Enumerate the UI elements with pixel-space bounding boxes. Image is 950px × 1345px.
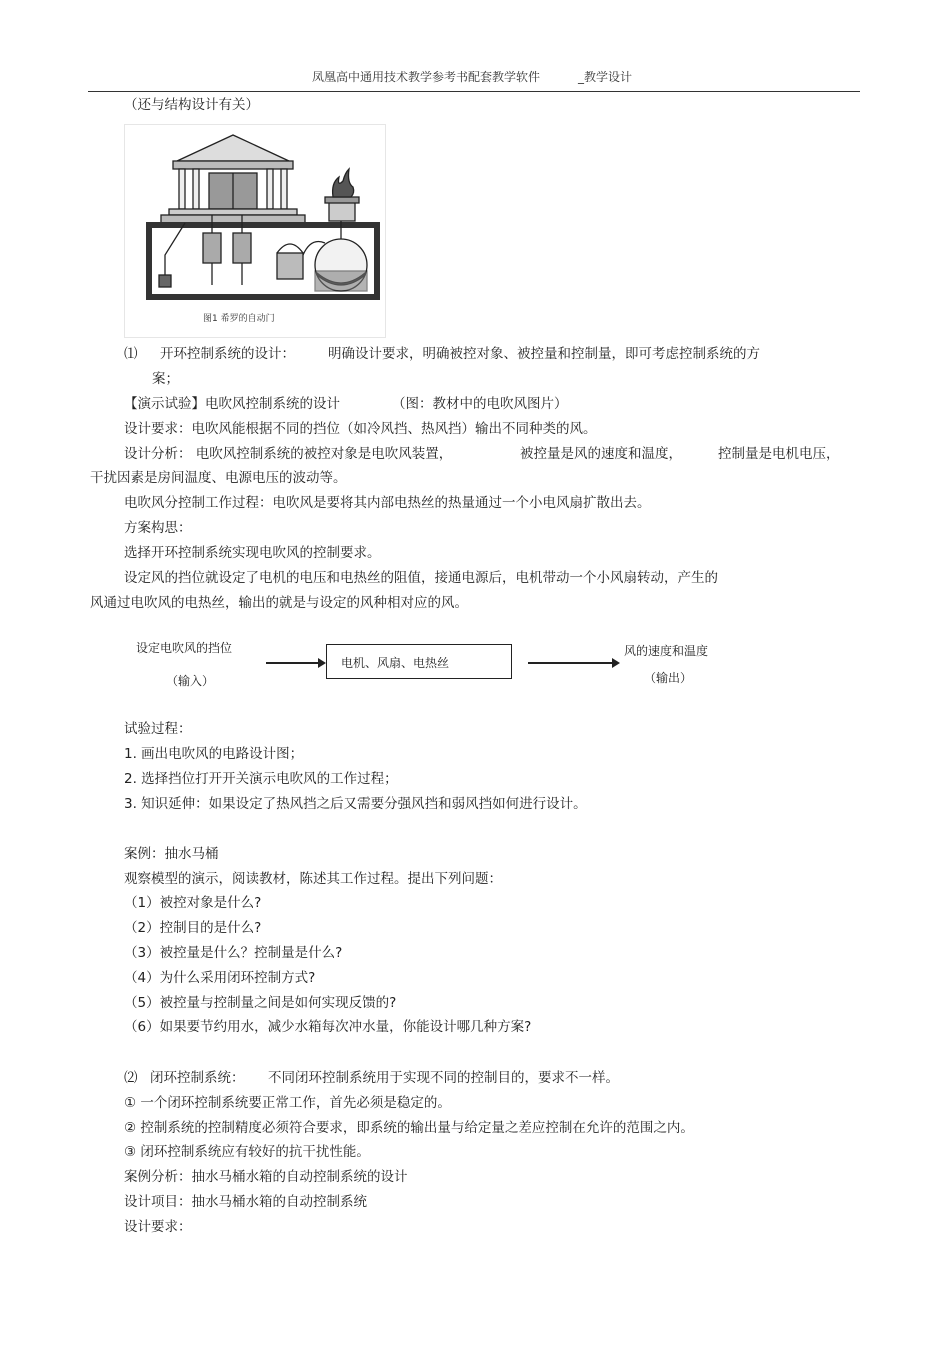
open-loop-title: 开环控制系统的设计： [160,346,295,362]
setting-explanation-line1: 设定风的挡位就设定了电机的电压和电热丝的阻值，接通电源后，电机带动一个小风扇转动，产生的 [124,570,718,586]
header-title-right: _教学设计 [578,70,633,84]
case-question-6: （6）如果要节约用水，减少水箱每次冲水量，你能设计哪几种方案? [124,1019,532,1035]
setting-explanation-line2: 风通过电吹风的电热丝，输出的就是与设定的风种相对应的风。 [90,595,468,611]
header-rule [88,91,860,92]
experiment-step-2: 2. 选择挡位打开开关演示电吹风的工作过程； [124,771,398,787]
closed-loop-point-3: ③ 闭环控制系统应有较好的抗干扰性能。 [124,1144,370,1160]
design-analysis-part2: 被控量是风的速度和温度， [520,446,682,462]
temple-door-illustration [125,125,385,337]
case-question-1: （1）被控对象是什么? [124,895,262,911]
scheme-label: 方案构思： [124,520,192,536]
experiment-step-1: 1. 画出电吹风的电路设计图； [124,746,304,762]
figure-caption: 图1 希罗的自动门 [203,314,275,324]
open-loop-text-cont: 案； [152,371,179,387]
open-loop-number: ⑴ [124,346,138,362]
flow-process-box [326,644,512,679]
intro-note: （还与结构设计有关） [124,97,259,113]
experiment-title: 试验过程： [124,721,192,737]
experiment-step-3: 3. 知识延伸：如果设定了热风挡之后又需要分强风挡和弱风挡如何进行设计。 [124,796,587,812]
case-question-2: （2）控制目的是什么? [124,920,262,936]
flow-arrow-out [528,656,622,670]
design-analysis-part4: 干扰因素是房间温度、电源电压的波动等。 [90,470,347,486]
design-analysis-part1: 设计分析： 电吹风控制系统的被控对象是电吹风装置， [124,446,453,462]
case-intro: 观察模型的演示，阅读教材，陈述其工作过程。提出下列问题： [124,871,502,887]
flow-process-label: 电机、风扇、电热丝 [341,656,450,670]
closed-loop-title: 闭环控制系统： [150,1070,245,1086]
flow-input-label: 设定电吹风的挡位 [136,641,233,655]
closed-loop-point-2: ② 控制系统的控制精度必须符合要求，即系统的输出量与给定量之差应控制在允许的范围之内。 [124,1120,694,1136]
design-project: 设计项目：抽水马桶水箱的自动控制系统 [124,1194,367,1210]
design-requirement: 设计要求：电吹风能根据不同的挡位（如冷风挡、热风挡）输出不同种类的风。 [124,421,597,437]
closed-loop-number: ⑵ [124,1070,138,1086]
demo-title: 【演示试验】电吹风控制系统的设计 [124,396,340,412]
flow-input-tag: （输入） [166,674,215,688]
flow-output-label: 风的速度和温度 [624,644,709,658]
flow-output-tag: （输出） [644,671,693,685]
case-question-5: （5）被控量与控制量之间是如何实现反馈的? [124,995,397,1011]
design-requirement-label: 设计要求： [124,1219,192,1235]
work-process: 电吹风分控制工作过程：电吹风是要将其内部电热丝的热量通过一个小电风扇扩散出去。 [124,495,651,511]
case-question-3: （3）被控量是什么？控制量是什么? [124,945,343,961]
closed-loop-point-1: ① 一个闭环控制系统要正常工作，首先必须是稳定的。 [124,1095,451,1111]
closed-loop-text: 不同闭环控制系统用于实现不同的控制目的，要求不一样。 [268,1070,619,1086]
design-analysis-part3: 控制量是电机电压， [718,446,840,462]
temple-door-figure [124,124,386,338]
case-analysis: 案例分析：抽水马桶水箱的自动控制系统的设计 [124,1169,408,1185]
open-loop-text: 明确设计要求，明确被控对象、被控量和控制量，即可考虑控制系统的方 [328,346,760,362]
case-question-4: （4）为什么采用闭环控制方式? [124,970,316,986]
header-title-left: 凤凰高中通用技术教学参考书配套教学软件 [312,70,541,84]
case-title: 案例：抽水马桶 [124,846,219,862]
scheme-choice: 选择开环控制系统实现电吹风的控制要求。 [124,545,381,561]
demo-note: （图：教材中的电吹风图片） [392,396,568,412]
flow-arrow-in [266,656,328,670]
